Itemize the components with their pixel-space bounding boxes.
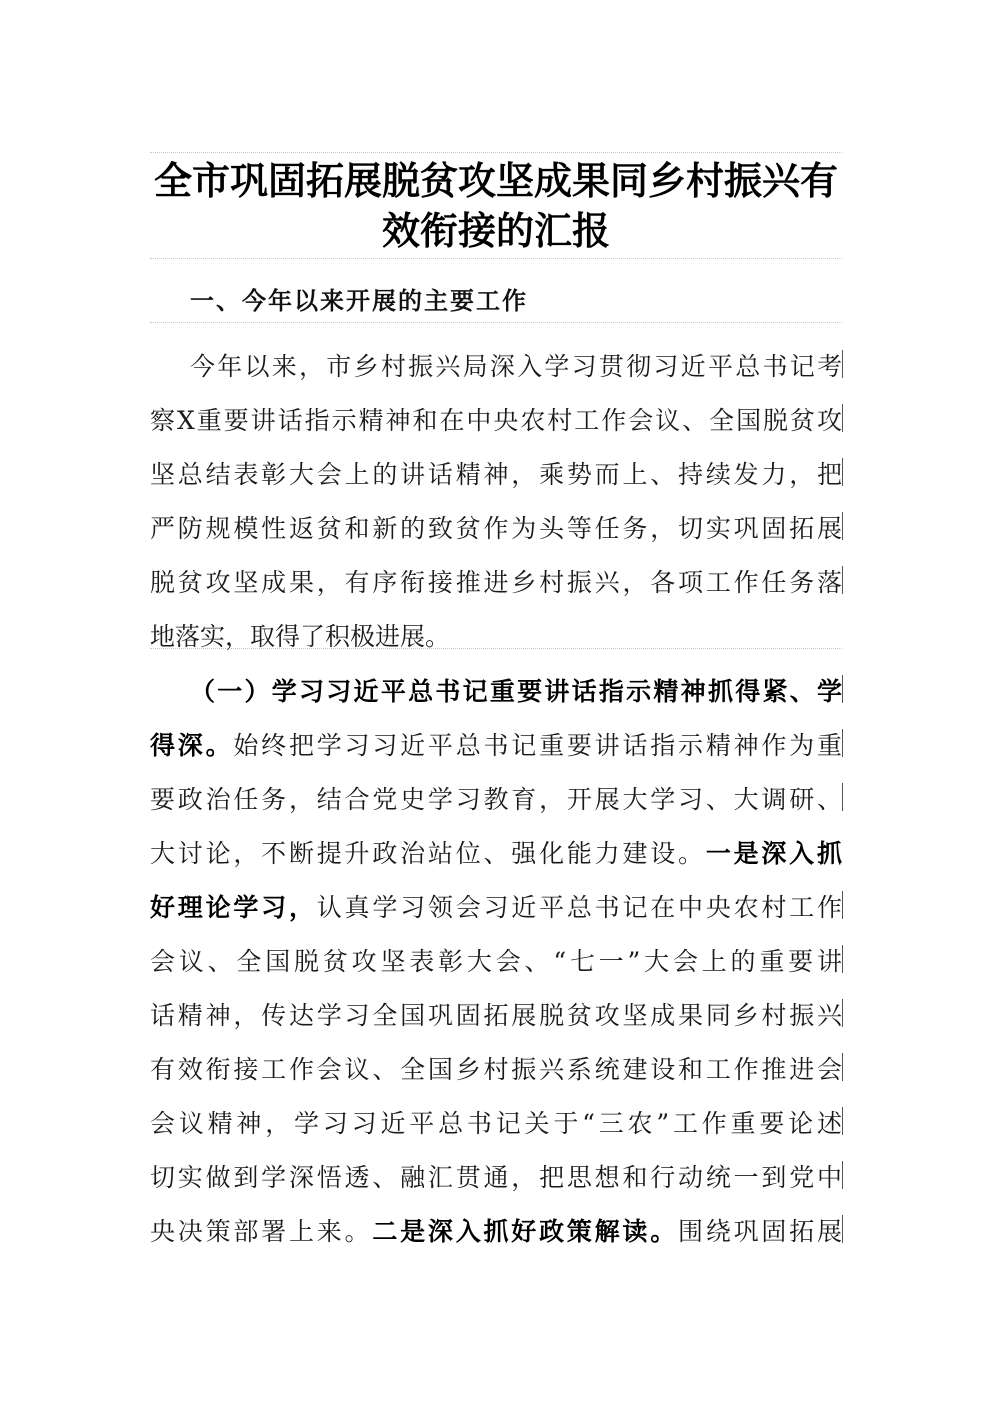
paragraph-line: 会议、全国脱贫攻坚表彰大会、“七一”大会上的重要讲 bbox=[150, 947, 842, 976]
margin-bar bbox=[842, 945, 843, 973]
document-title-line-1: 全市巩固拓展脱贫攻坚成果同乡村振兴有 bbox=[153, 158, 838, 203]
margin-bar bbox=[842, 729, 843, 757]
margin-bar bbox=[842, 999, 843, 1027]
text-run: 大讨论，不断提升政治站位、强化能力建设。 bbox=[150, 839, 706, 868]
paragraph-line: 今年以来，市乡村振兴局深入学习贯彻习近平总书记考 bbox=[190, 352, 842, 381]
bold-lead: 二是深入抓好政策解读。 bbox=[372, 1217, 679, 1246]
paragraph-line: 察X重要讲话指示精神和在中央农村工作会议、全国脱贫攻 bbox=[150, 406, 842, 435]
paragraph-line: 要政治任务，结合党史学习教育，开展大学习、大调研、 bbox=[150, 785, 842, 814]
divider bbox=[150, 152, 842, 153]
paragraph-line: 严防规模性返贫和新的致贫作为头等任务，切实巩固拓展 bbox=[150, 514, 842, 543]
divider bbox=[150, 258, 842, 259]
paragraph-line bbox=[150, 834, 842, 874]
margin-bar bbox=[842, 512, 843, 540]
margin-bar bbox=[842, 891, 843, 919]
paragraph-line bbox=[150, 888, 842, 928]
paragraph-line bbox=[150, 726, 842, 766]
divider bbox=[150, 322, 842, 323]
text-run: 央决策部署上来。 bbox=[150, 1217, 373, 1246]
margin-bar bbox=[842, 1107, 843, 1135]
margin-bar bbox=[842, 1161, 843, 1189]
paragraph-line: 地落实，取得了积极进展。 bbox=[150, 622, 451, 651]
margin-bar bbox=[842, 675, 843, 703]
divider bbox=[150, 648, 842, 649]
margin-bar bbox=[842, 566, 843, 594]
subsection-heading: （一）学习习近平总书记重要讲话指示精神抓得紧、学 bbox=[190, 677, 842, 706]
paragraph-line bbox=[190, 672, 842, 712]
text-run: 认真学习领会习近平总书记在中央农村工作 bbox=[316, 893, 842, 922]
paragraph-line bbox=[150, 1212, 842, 1252]
margin-bar bbox=[842, 1215, 843, 1243]
margin-bar bbox=[842, 1053, 843, 1081]
paragraph-line: 会议精神，学习习近平总书记关于“三农”工作重要论述 bbox=[150, 1109, 842, 1138]
margin-bar bbox=[842, 404, 843, 432]
paragraph-line: 话精神，传达学习全国巩固拓展脱贫攻坚成果同乡村振兴 bbox=[150, 1001, 842, 1030]
paragraph-line: 坚总结表彰大会上的讲话精神，乘势而上、持续发力，把 bbox=[150, 460, 842, 489]
paragraph-line: 切实做到学深悟透、融汇贯通，把思想和行动统一到党中 bbox=[150, 1163, 842, 1192]
margin-bar bbox=[842, 350, 843, 378]
margin-bar bbox=[842, 783, 843, 811]
bold-lead: 好理论学习， bbox=[150, 893, 317, 922]
text-run: 围绕巩固拓展 bbox=[678, 1217, 842, 1246]
paragraph-line: 有效衔接工作会议、全国乡村振兴系统建设和工作推进会 bbox=[150, 1055, 842, 1084]
bold-lead: 得深。 bbox=[150, 731, 234, 760]
document-title-line-2: 效衔接的汇报 bbox=[381, 208, 610, 253]
margin-bar bbox=[842, 458, 843, 486]
paragraph-line: 脱贫攻坚成果，有序衔接推进乡村振兴，各项工作任务落 bbox=[150, 568, 842, 597]
text-run: 始终把学习习近平总书记重要讲话指示精神作为重 bbox=[233, 731, 842, 760]
bold-lead: 一是深入抓 bbox=[705, 839, 842, 868]
section-heading: 一、今年以来开展的主要工作 bbox=[190, 287, 528, 315]
